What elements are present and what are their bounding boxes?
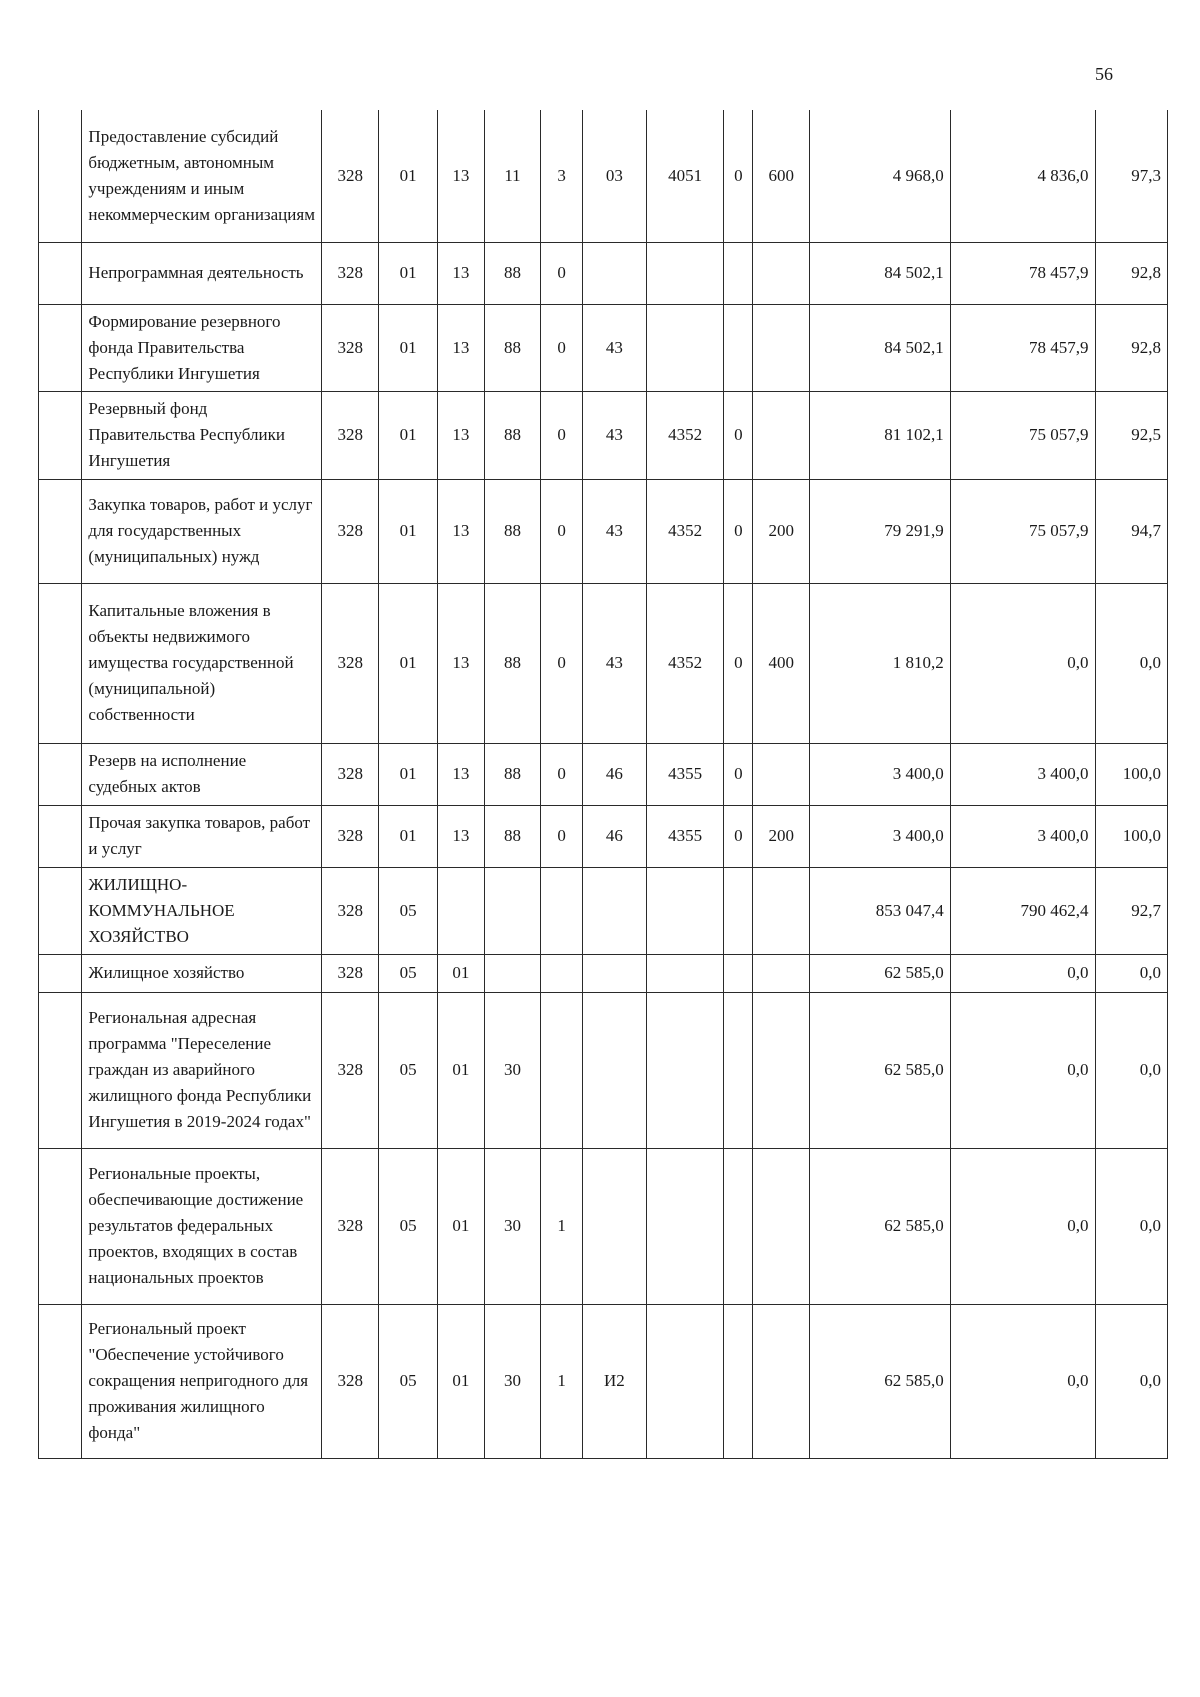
table-row (39, 110, 1168, 242)
percent-cell: 100,0 (1095, 743, 1167, 805)
code-cell-c7 (646, 992, 724, 1148)
code-cell-c1: 328 (322, 743, 379, 805)
code-cell-c1: 328 (322, 867, 379, 954)
code-cell-c2: 05 (379, 1304, 438, 1458)
index-cell (39, 110, 82, 242)
code-cell-c5 (541, 954, 582, 992)
code-cell-c7: 4352 (646, 583, 724, 743)
code-cell-c4 (484, 867, 541, 954)
code-cell-c4: 88 (484, 743, 541, 805)
code-cell-c4: 88 (484, 805, 541, 867)
planned-cell: 853 047,4 (810, 867, 951, 954)
code-cell-c7 (646, 242, 724, 304)
table-row (39, 805, 1168, 867)
code-cell-c2: 01 (379, 479, 438, 583)
code-cell-c8: 0 (724, 583, 753, 743)
table-row (39, 479, 1168, 583)
actual-cell: 0,0 (950, 954, 1095, 992)
planned-cell: 79 291,9 (810, 479, 951, 583)
code-cell-c4: 11 (484, 110, 541, 242)
actual-cell: 0,0 (950, 1148, 1095, 1304)
code-cell-c5: 1 (541, 1304, 582, 1458)
actual-cell: 0,0 (950, 1304, 1095, 1458)
code-cell-c5: 0 (541, 743, 582, 805)
percent-cell: 97,3 (1095, 110, 1167, 242)
code-cell-c4: 88 (484, 304, 541, 391)
code-cell-c9 (753, 1304, 810, 1458)
code-cell-c8 (724, 1148, 753, 1304)
table-row (39, 992, 1168, 1148)
code-cell-c6: 43 (582, 304, 646, 391)
code-cell-c7: 4355 (646, 743, 724, 805)
index-cell (39, 242, 82, 304)
code-cell-c4: 30 (484, 1304, 541, 1458)
code-cell-c9 (753, 242, 810, 304)
code-cell-c6: 03 (582, 110, 646, 242)
code-cell-c2: 01 (379, 242, 438, 304)
code-cell-c7 (646, 1148, 724, 1304)
code-cell-c5: 3 (541, 110, 582, 242)
code-cell-c4: 30 (484, 992, 541, 1148)
index-cell (39, 391, 82, 479)
code-cell-c5: 0 (541, 583, 582, 743)
code-cell-c3: 13 (438, 304, 485, 391)
code-cell-c2: 05 (379, 954, 438, 992)
code-cell-c1: 328 (322, 391, 379, 479)
code-cell-c7 (646, 954, 724, 992)
code-cell-c1: 328 (322, 304, 379, 391)
code-cell-c6 (582, 242, 646, 304)
budget-table (38, 110, 1168, 1459)
code-cell-c9 (753, 391, 810, 479)
actual-cell: 75 057,9 (950, 391, 1095, 479)
code-cell-c4: 88 (484, 479, 541, 583)
row-name-cell: Жилищное хозяйство (82, 954, 322, 992)
code-cell-c8 (724, 992, 753, 1148)
code-cell-c3: 13 (438, 479, 485, 583)
code-cell-c5: 0 (541, 805, 582, 867)
percent-cell: 0,0 (1095, 1304, 1167, 1458)
planned-cell: 1 810,2 (810, 583, 951, 743)
code-cell-c2: 05 (379, 1148, 438, 1304)
index-cell (39, 1304, 82, 1458)
code-cell-c6: 43 (582, 391, 646, 479)
code-cell-c9: 400 (753, 583, 810, 743)
code-cell-c2: 01 (379, 743, 438, 805)
planned-cell: 4 968,0 (810, 110, 951, 242)
code-cell-c8: 0 (724, 479, 753, 583)
percent-cell: 92,8 (1095, 304, 1167, 391)
code-cell-c8: 0 (724, 391, 753, 479)
row-name-cell: Формирование резервного фонда Правительства Республики Ингушетия (82, 304, 322, 391)
index-cell (39, 805, 82, 867)
row-name-cell: Региональный проект "Обеспечение устойчивого сокращения непригодного для проживания жилищного фонда" (82, 1304, 322, 1458)
planned-cell: 62 585,0 (810, 992, 951, 1148)
code-cell-c5: 0 (541, 391, 582, 479)
index-cell (39, 304, 82, 391)
table-body (39, 110, 1168, 1458)
planned-cell: 62 585,0 (810, 1304, 951, 1458)
code-cell-c7 (646, 304, 724, 391)
row-name-cell: Резервный фонд Правительства Республики Ингушетия (82, 391, 322, 479)
index-cell (39, 479, 82, 583)
code-cell-c3 (438, 867, 485, 954)
code-cell-c7 (646, 867, 724, 954)
code-cell-c6: 43 (582, 583, 646, 743)
code-cell-c4: 88 (484, 583, 541, 743)
actual-cell: 75 057,9 (950, 479, 1095, 583)
code-cell-c8 (724, 867, 753, 954)
code-cell-c3: 13 (438, 805, 485, 867)
row-name-cell: Предоставление субсидий бюджетным, автономным учреждениям и иным некоммерческим организациям (82, 110, 322, 242)
code-cell-c3: 13 (438, 242, 485, 304)
percent-cell: 92,7 (1095, 867, 1167, 954)
code-cell-c2: 01 (379, 805, 438, 867)
actual-cell: 78 457,9 (950, 242, 1095, 304)
row-name-cell: Прочая закупка товаров, работ и услуг (82, 805, 322, 867)
row-name-cell: ЖИЛИЩНО-КОММУНАЛЬНОЕ ХОЗЯЙСТВО (82, 867, 322, 954)
code-cell-c3: 01 (438, 1148, 485, 1304)
code-cell-c8: 0 (724, 110, 753, 242)
code-cell-c2: 01 (379, 583, 438, 743)
code-cell-c9: 200 (753, 805, 810, 867)
code-cell-c6: И2 (582, 1304, 646, 1458)
code-cell-c6: 43 (582, 479, 646, 583)
index-cell (39, 954, 82, 992)
code-cell-c9 (753, 992, 810, 1148)
planned-cell: 3 400,0 (810, 743, 951, 805)
row-name-cell: Региональные проекты, обеспечивающие достижение результатов федеральных проектов, входящих в состав национальных проектов (82, 1148, 322, 1304)
code-cell-c1: 328 (322, 110, 379, 242)
code-cell-c7: 4352 (646, 479, 724, 583)
percent-cell: 92,8 (1095, 242, 1167, 304)
code-cell-c8 (724, 954, 753, 992)
code-cell-c1: 328 (322, 992, 379, 1148)
row-name-cell: Закупка товаров, работ и услуг для государственных (муниципальных) нужд (82, 479, 322, 583)
code-cell-c2: 01 (379, 304, 438, 391)
code-cell-c8 (724, 304, 753, 391)
index-cell (39, 1148, 82, 1304)
percent-cell: 100,0 (1095, 805, 1167, 867)
percent-cell: 94,7 (1095, 479, 1167, 583)
table-row (39, 1304, 1168, 1458)
code-cell-c9 (753, 954, 810, 992)
code-cell-c1: 328 (322, 805, 379, 867)
code-cell-c5: 1 (541, 1148, 582, 1304)
code-cell-c3: 13 (438, 391, 485, 479)
code-cell-c3: 01 (438, 1304, 485, 1458)
code-cell-c2: 05 (379, 992, 438, 1148)
planned-cell: 62 585,0 (810, 954, 951, 992)
code-cell-c1: 328 (322, 1148, 379, 1304)
actual-cell: 0,0 (950, 583, 1095, 743)
code-cell-c3: 13 (438, 743, 485, 805)
index-cell (39, 992, 82, 1148)
code-cell-c5: 0 (541, 304, 582, 391)
code-cell-c6 (582, 867, 646, 954)
actual-cell: 3 400,0 (950, 743, 1095, 805)
table-row (39, 1148, 1168, 1304)
code-cell-c2: 05 (379, 867, 438, 954)
actual-cell: 790 462,4 (950, 867, 1095, 954)
code-cell-c7: 4051 (646, 110, 724, 242)
code-cell-c2: 01 (379, 110, 438, 242)
code-cell-c6: 46 (582, 743, 646, 805)
percent-cell: 92,5 (1095, 391, 1167, 479)
table-row (39, 242, 1168, 304)
code-cell-c9 (753, 304, 810, 391)
code-cell-c4: 88 (484, 391, 541, 479)
planned-cell: 84 502,1 (810, 242, 951, 304)
percent-cell: 0,0 (1095, 954, 1167, 992)
percent-cell: 0,0 (1095, 583, 1167, 743)
actual-cell: 78 457,9 (950, 304, 1095, 391)
index-cell (39, 867, 82, 954)
percent-cell: 0,0 (1095, 992, 1167, 1148)
code-cell-c9 (753, 1148, 810, 1304)
code-cell-c1: 328 (322, 242, 379, 304)
code-cell-c9 (753, 867, 810, 954)
code-cell-c6: 46 (582, 805, 646, 867)
row-name-cell: Непрограммная деятельность (82, 242, 322, 304)
percent-cell: 0,0 (1095, 1148, 1167, 1304)
code-cell-c3: 13 (438, 110, 485, 242)
code-cell-c7: 4352 (646, 391, 724, 479)
code-cell-c6 (582, 954, 646, 992)
code-cell-c5: 0 (541, 242, 582, 304)
actual-cell: 3 400,0 (950, 805, 1095, 867)
code-cell-c8: 0 (724, 743, 753, 805)
table-row (39, 583, 1168, 743)
index-cell (39, 743, 82, 805)
row-name-cell: Резерв на исполнение судебных актов (82, 743, 322, 805)
code-cell-c4: 88 (484, 242, 541, 304)
code-cell-c4: 30 (484, 1148, 541, 1304)
table-row (39, 954, 1168, 992)
code-cell-c3: 13 (438, 583, 485, 743)
table-row (39, 867, 1168, 954)
table-row (39, 304, 1168, 391)
index-cell (39, 583, 82, 743)
code-cell-c2: 01 (379, 391, 438, 479)
code-cell-c3: 01 (438, 992, 485, 1148)
row-name-cell: Региональная адресная программа "Переселение граждан из аварийного жилищного фонда Республики Ингушетия в 2019-2024 годах" (82, 992, 322, 1148)
code-cell-c6 (582, 1148, 646, 1304)
code-cell-c5: 0 (541, 479, 582, 583)
code-cell-c3: 01 (438, 954, 485, 992)
code-cell-c1: 328 (322, 954, 379, 992)
code-cell-c9 (753, 743, 810, 805)
actual-cell: 4 836,0 (950, 110, 1095, 242)
code-cell-c8 (724, 242, 753, 304)
planned-cell: 3 400,0 (810, 805, 951, 867)
table-row (39, 743, 1168, 805)
code-cell-c1: 328 (322, 1304, 379, 1458)
page-number: 56 (1095, 64, 1113, 84)
planned-cell: 62 585,0 (810, 1148, 951, 1304)
code-cell-c1: 328 (322, 583, 379, 743)
code-cell-c8: 0 (724, 805, 753, 867)
planned-cell: 81 102,1 (810, 391, 951, 479)
code-cell-c8 (724, 1304, 753, 1458)
actual-cell: 0,0 (950, 992, 1095, 1148)
code-cell-c9: 200 (753, 479, 810, 583)
code-cell-c4 (484, 954, 541, 992)
code-cell-c5 (541, 992, 582, 1148)
code-cell-c7 (646, 1304, 724, 1458)
code-cell-c6 (582, 992, 646, 1148)
code-cell-c7: 4355 (646, 805, 724, 867)
planned-cell: 84 502,1 (810, 304, 951, 391)
table-row (39, 391, 1168, 479)
code-cell-c9: 600 (753, 110, 810, 242)
code-cell-c1: 328 (322, 479, 379, 583)
row-name-cell: Капитальные вложения в объекты недвижимого имущества государственной (муниципальной) собственности (82, 583, 322, 743)
code-cell-c5 (541, 867, 582, 954)
